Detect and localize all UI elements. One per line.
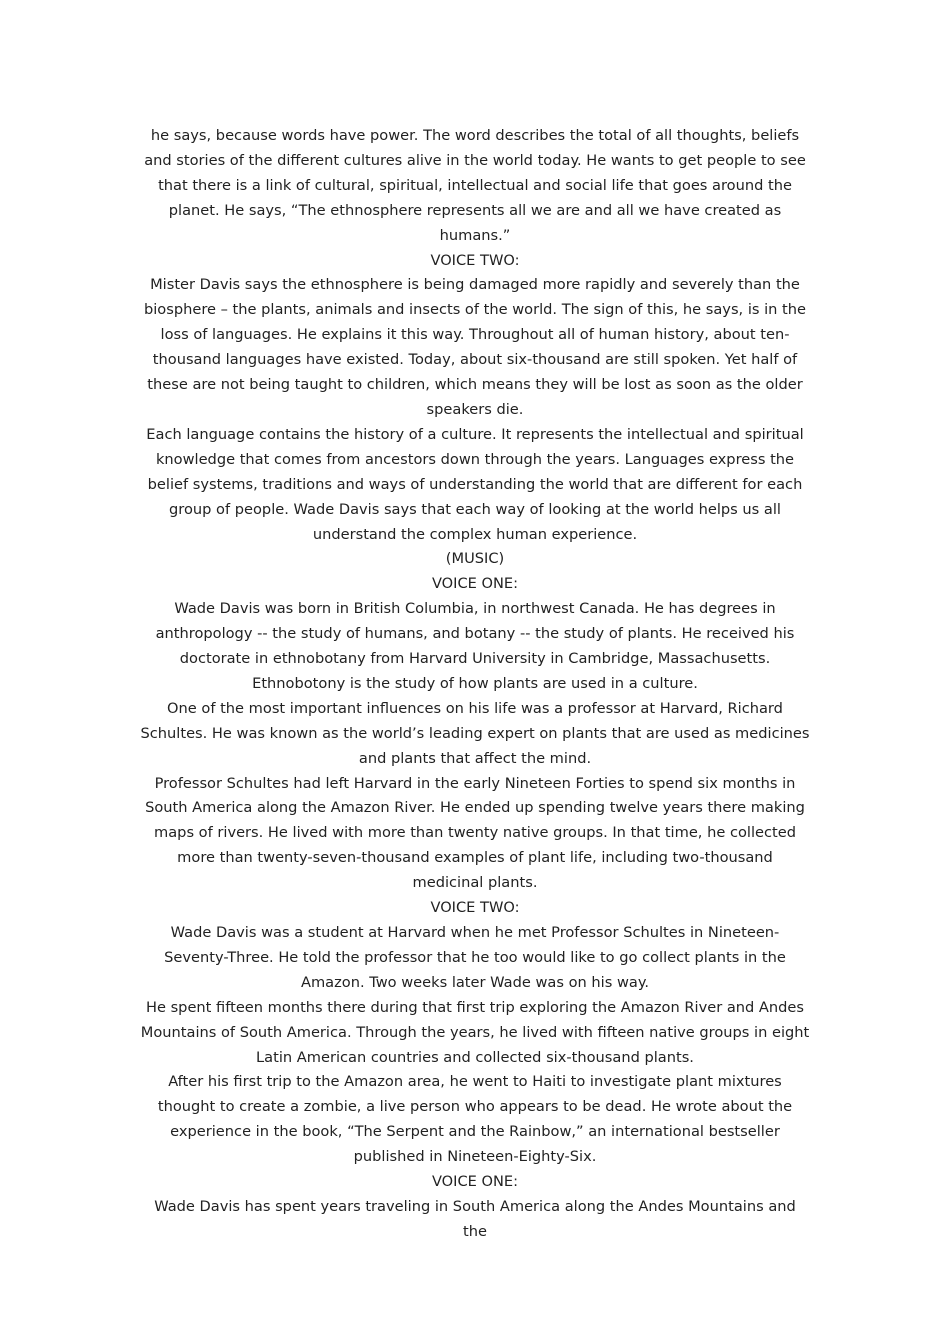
paragraph: Wade Davis was a student at Harvard when he met Professor Schultes in Nineteen-Seventy-Three. He told the professor that he too would like to go collect plants in the Amazon. Two weeks later Wade was on his way. bbox=[164, 924, 786, 991]
paragraph: Wade Davis was born in British Columbia, in northwest Canada. He has degrees in anthropology -- the study of humans, and botany -- the study of plants. He received his doctorate in ethnobotany from Harvard University in Cambridge, Massachusetts. Ethnobotony is the study of how plants are used in a culture. bbox=[155, 600, 795, 692]
speaker-label: VOICE ONE: bbox=[431, 575, 519, 593]
paragraph: he says, because words have power. The word describes the total of all thoughts, beliefs and stories of the different cultures alive in the world today. He wants to get people to see that there is a link of cultural, spiritual, intellectual and social life that goes around the planet. He says, “The ethnosphere represents all we are and all we have created as humans.” bbox=[144, 127, 806, 244]
music-cue: (MUSIC) bbox=[445, 550, 505, 568]
speaker-label: VOICE TWO: bbox=[430, 899, 520, 917]
paragraph: Mister Davis says the ethnosphere is being damaged more rapidly and severely than the biosphere – the plants, animals and insects of the world. The sign of this, he says, is in the loss of languages. He explains it this way. Throughout all of human history, about ten-thousand languages have existed. Today, about six-thousand are still spoken. Yet half of these are not being taught to children, which means they will be lost as soon as the older speakers die. bbox=[143, 276, 807, 418]
paragraph: After his first trip to the Amazon area, he went to Haiti to investigate plant mixtures thought to create a zombie, a live person who appears to be dead. He wrote about the experience in the book, “The Serpent and the Rainbow,” an international bestseller published in Nineteen-Eighty-Six. bbox=[157, 1073, 793, 1166]
paragraph: He spent fifteen months there during that first trip exploring the Amazon River and Andes Mountains of South America. Through the years, he lived with fifteen native groups in eight Latin American countries and collected six-thousand plants. bbox=[140, 998, 810, 1066]
speaker-label: VOICE ONE: bbox=[431, 1173, 519, 1191]
paragraph: One of the most important influences on his life was a professor at Harvard, Richard Schultes. He was known as the world’s leading expert on plants that are used as medicines and plants that affect the mind. bbox=[140, 699, 810, 767]
paragraph: Each language contains the history of a culture. It represents the intellectual and spiritual knowledge that comes from ancestors down through the years. Languages express the belief systems, traditions and ways of understanding the world that are different for each group of people. Wade Davis says that each way of looking at the world helps us all understand the complex human experience. bbox=[146, 425, 804, 543]
paragraph: Professor Schultes had left Harvard in the early Nineteen Forties to spend six months in South America along the Amazon River. He ended up spending twelve years there making maps of rivers. He lived with more than twenty native groups. In that time, he collected more than twenty-seven-thousand examples of plant life, including two-thousand medicinal plants. bbox=[145, 774, 805, 892]
paragraph: Wade Davis has spent years traveling in South America along the Andes Mountains and the bbox=[154, 1197, 796, 1240]
speaker-label: VOICE TWO: bbox=[430, 251, 520, 269]
document-body bbox=[140, 124, 810, 1245]
